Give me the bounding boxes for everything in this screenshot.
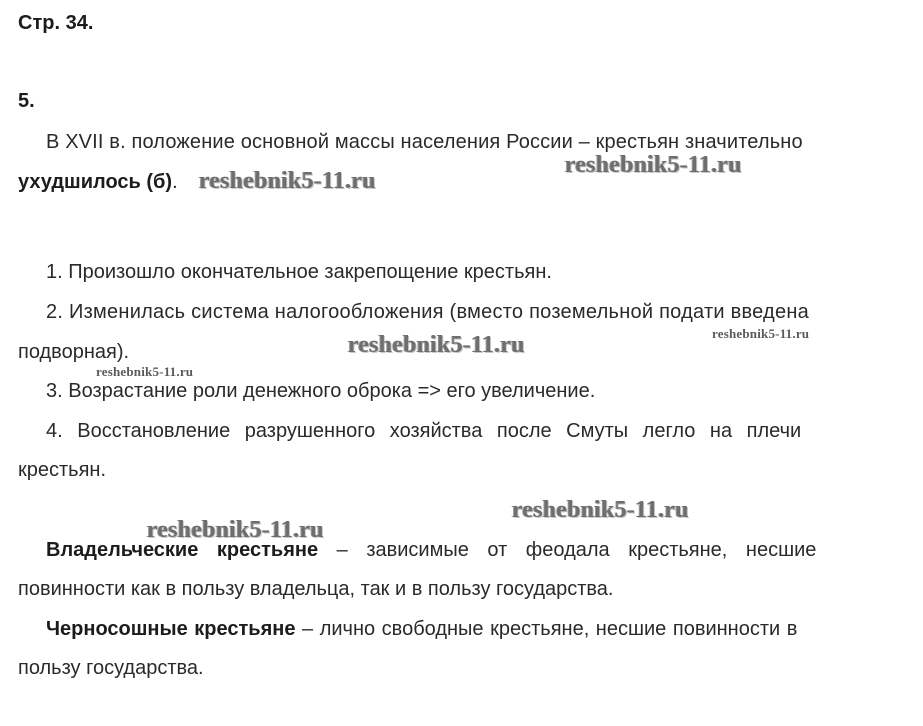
reason-item-3: 3. Возрастание роли денежного оброка => его увеличение.	[46, 380, 596, 402]
task-number: 5.	[18, 90, 35, 112]
definition-2-rest: – лично свободные крестьяне, несшие повинности в	[302, 618, 798, 640]
reason-item-2-line-1: 2. Изменилась система налогообложения (вместо поземельной подати введена	[46, 301, 810, 323]
reason-item-2-line-2: подворная).	[18, 341, 130, 363]
watermark-text: reshebnik5-11.ru	[199, 168, 376, 194]
definition-2-line-1	[46, 617, 910, 641]
definition-1-line-2: повинности как в пользу владельца, так и в пользу государства.	[18, 578, 614, 600]
intro-line-1	[46, 130, 910, 154]
definition-2-line-2: пользу государства.	[18, 657, 204, 679]
page-label: Стр. 34.	[18, 12, 94, 34]
reason-item-4-line-1: 4. Восстановление разрушенного хозяйства после Смуты легло на плечи	[46, 420, 802, 442]
definition-2-term: Черносошные крестьяне	[46, 618, 296, 640]
reason-item-4-line-2: крестьян.	[18, 459, 107, 481]
watermark-text: reshebnik5-11.ru	[348, 332, 525, 358]
watermark-text: reshebnik5-11.ru	[565, 152, 742, 178]
intro-line-1-text: В XVII в. положение основной массы населения России – крестьян значительно	[46, 131, 803, 153]
intro-line-2-tail: .	[172, 171, 178, 193]
definition-1-term: Владельческие крестьяне	[46, 539, 319, 561]
watermark-text: reshebnik5-11.ru	[147, 517, 324, 543]
watermark-text: reshebnik5-11.ru	[712, 326, 810, 341]
intro-line-2	[18, 170, 178, 194]
reason-item-1: 1. Произошло окончательное закрепощение крестьян.	[46, 261, 552, 283]
intro-bold-phrase: ухудшилось (б)	[18, 171, 173, 193]
watermark-text: reshebnik5-11.ru	[512, 497, 689, 523]
definition-1-rest: – зависимые от феодала крестьяне, несшие	[336, 539, 817, 561]
watermark-text: reshebnik5-11.ru	[96, 364, 194, 379]
